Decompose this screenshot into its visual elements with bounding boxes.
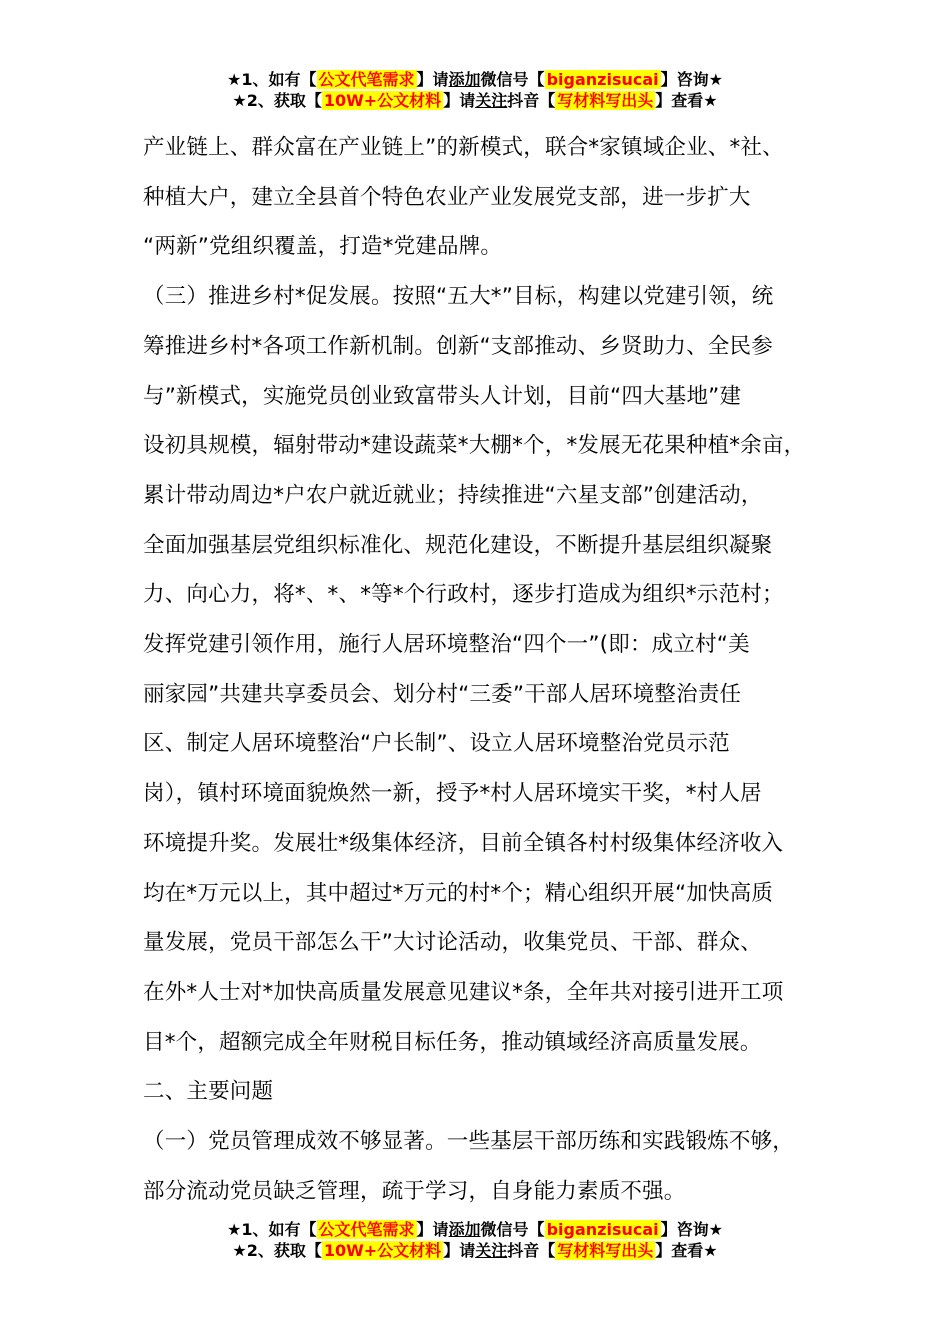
text-line: 二、主要问题 bbox=[143, 1079, 274, 1105]
section-heading bbox=[143, 1067, 828, 1117]
promo-line-1 bbox=[0, 69, 950, 90]
text-line: （一）党员管理成效不够显著。一些基层干部历练和实践锻炼不够， bbox=[143, 1129, 795, 1155]
promo-highlight: 10W+公文材料 bbox=[323, 91, 442, 110]
promo-highlight: biganzisucai bbox=[546, 70, 659, 89]
top-promo-banner bbox=[0, 69, 950, 111]
promo-text: ★1、如有【 bbox=[227, 70, 317, 89]
promo-text: 】请 bbox=[443, 91, 476, 110]
text-line: 发挥党建引领作用，施行人居环境整治“四个一”(即：成立村“美 bbox=[143, 632, 750, 658]
text-line: 力、向心力，将*、*、*等*个行政村，逐步打造成为组织*示范村； bbox=[143, 582, 784, 608]
promo-underlined: 添加 bbox=[448, 1220, 481, 1239]
promo-highlight: 写材料写出头 bbox=[557, 91, 654, 110]
promo-line-2 bbox=[0, 90, 950, 111]
promo-highlight: 公文代笔需求 bbox=[318, 70, 415, 89]
promo-underlined: 关注 bbox=[475, 1241, 508, 1260]
text-line: 与”新模式，实施党员创业致富带头人计划，目前“四大基地”建 bbox=[143, 383, 742, 409]
text-line: 环境提升奖。发展壮*级集体经济，目前全镇各村村级集体经济收入 bbox=[143, 830, 784, 856]
paragraph bbox=[143, 1117, 828, 1216]
promo-text: 】咨询★ bbox=[660, 70, 723, 89]
promo-text: 】请 bbox=[416, 1220, 449, 1239]
promo-text: 】查看★ bbox=[655, 91, 718, 110]
text-line: 全面加强基层党组织标准化、规范化建设，不断提升基层组织凝聚 bbox=[143, 532, 773, 558]
promo-text: ★1、如有【 bbox=[227, 1220, 317, 1239]
promo-underlined: 关注 bbox=[475, 91, 508, 110]
text-line: 区、制定人居环境整治“户长制”、设立人居环境整治党员示范 bbox=[143, 731, 730, 757]
promo-text: 微信号【 bbox=[480, 70, 545, 89]
text-line: 丽家园”共建共享委员会、划分村“三委”干部人居环境整治责任 bbox=[143, 681, 742, 707]
promo-text: 微信号【 bbox=[480, 1220, 545, 1239]
text-line: 部分流动党员缺乏管理，疏于学习，自身能力素质不强。 bbox=[143, 1178, 686, 1204]
text-line: 量发展，党员干部怎么干”大讨论活动，收集党员、干部、群众、 bbox=[143, 930, 762, 956]
text-line: 目*个，超额完成全年财税目标任务，推动镇域经济高质量发展。 bbox=[143, 1029, 762, 1055]
promo-line-2 bbox=[0, 1240, 950, 1261]
promo-text: 】查看★ bbox=[655, 1241, 718, 1260]
text-line: “两新”党组织覆盖，打造*党建品牌。 bbox=[143, 234, 503, 260]
text-line: 筹推进乡村*各项工作新机制。创新“支部推动、乡贤助力、全民参 bbox=[143, 333, 773, 359]
promo-text: ★2、获取【 bbox=[232, 1241, 322, 1260]
text-line: （三）推进乡村*促发展。按照“五大*”目标，构建以党建引领，统 bbox=[143, 284, 774, 310]
text-line: 在外*人士对*加快高质量发展意见建议*条，全年共对接引进开工项 bbox=[143, 979, 784, 1005]
promo-line-1 bbox=[0, 1219, 950, 1240]
promo-highlight: biganzisucai bbox=[546, 1220, 659, 1239]
promo-text: 】请 bbox=[416, 70, 449, 89]
promo-text: 】请 bbox=[443, 1241, 476, 1260]
paragraph bbox=[143, 123, 828, 272]
promo-text: 】咨询★ bbox=[660, 1220, 723, 1239]
text-line: 种植大户，建立全县首个特色农业产业发展党支部，进一步扩大 bbox=[143, 184, 751, 210]
text-line: 岗），镇村环境面貌焕然一新，授予*村人居环境实干奖，*村人居 bbox=[143, 781, 762, 807]
bottom-promo-banner bbox=[0, 1219, 950, 1261]
promo-text: ★2、获取【 bbox=[232, 91, 322, 110]
text-line: 设初具规模，辐射带动*建设蔬菜*大棚*个，*发展无花果种植*余亩， bbox=[143, 433, 806, 459]
promo-highlight: 10W+公文材料 bbox=[323, 1241, 442, 1260]
promo-text: 抖音【 bbox=[507, 91, 556, 110]
promo-highlight: 写材料写出头 bbox=[557, 1241, 654, 1260]
document-body bbox=[143, 123, 828, 1216]
paragraph bbox=[143, 272, 828, 1067]
text-line: 产业链上、群众富在产业链上”的新模式，联合*家镇域企业、*社、 bbox=[143, 135, 784, 160]
promo-underlined: 添加 bbox=[448, 70, 481, 89]
text-line: 均在*万元以上，其中超过*万元的村*个；精心组织开展“加快高质 bbox=[143, 880, 774, 906]
promo-text: 抖音【 bbox=[507, 1241, 556, 1260]
text-line: 累计带动周边*户农户就近就业；持续推进“六星支部”创建活动， bbox=[143, 482, 763, 508]
promo-highlight: 公文代笔需求 bbox=[318, 1220, 415, 1239]
